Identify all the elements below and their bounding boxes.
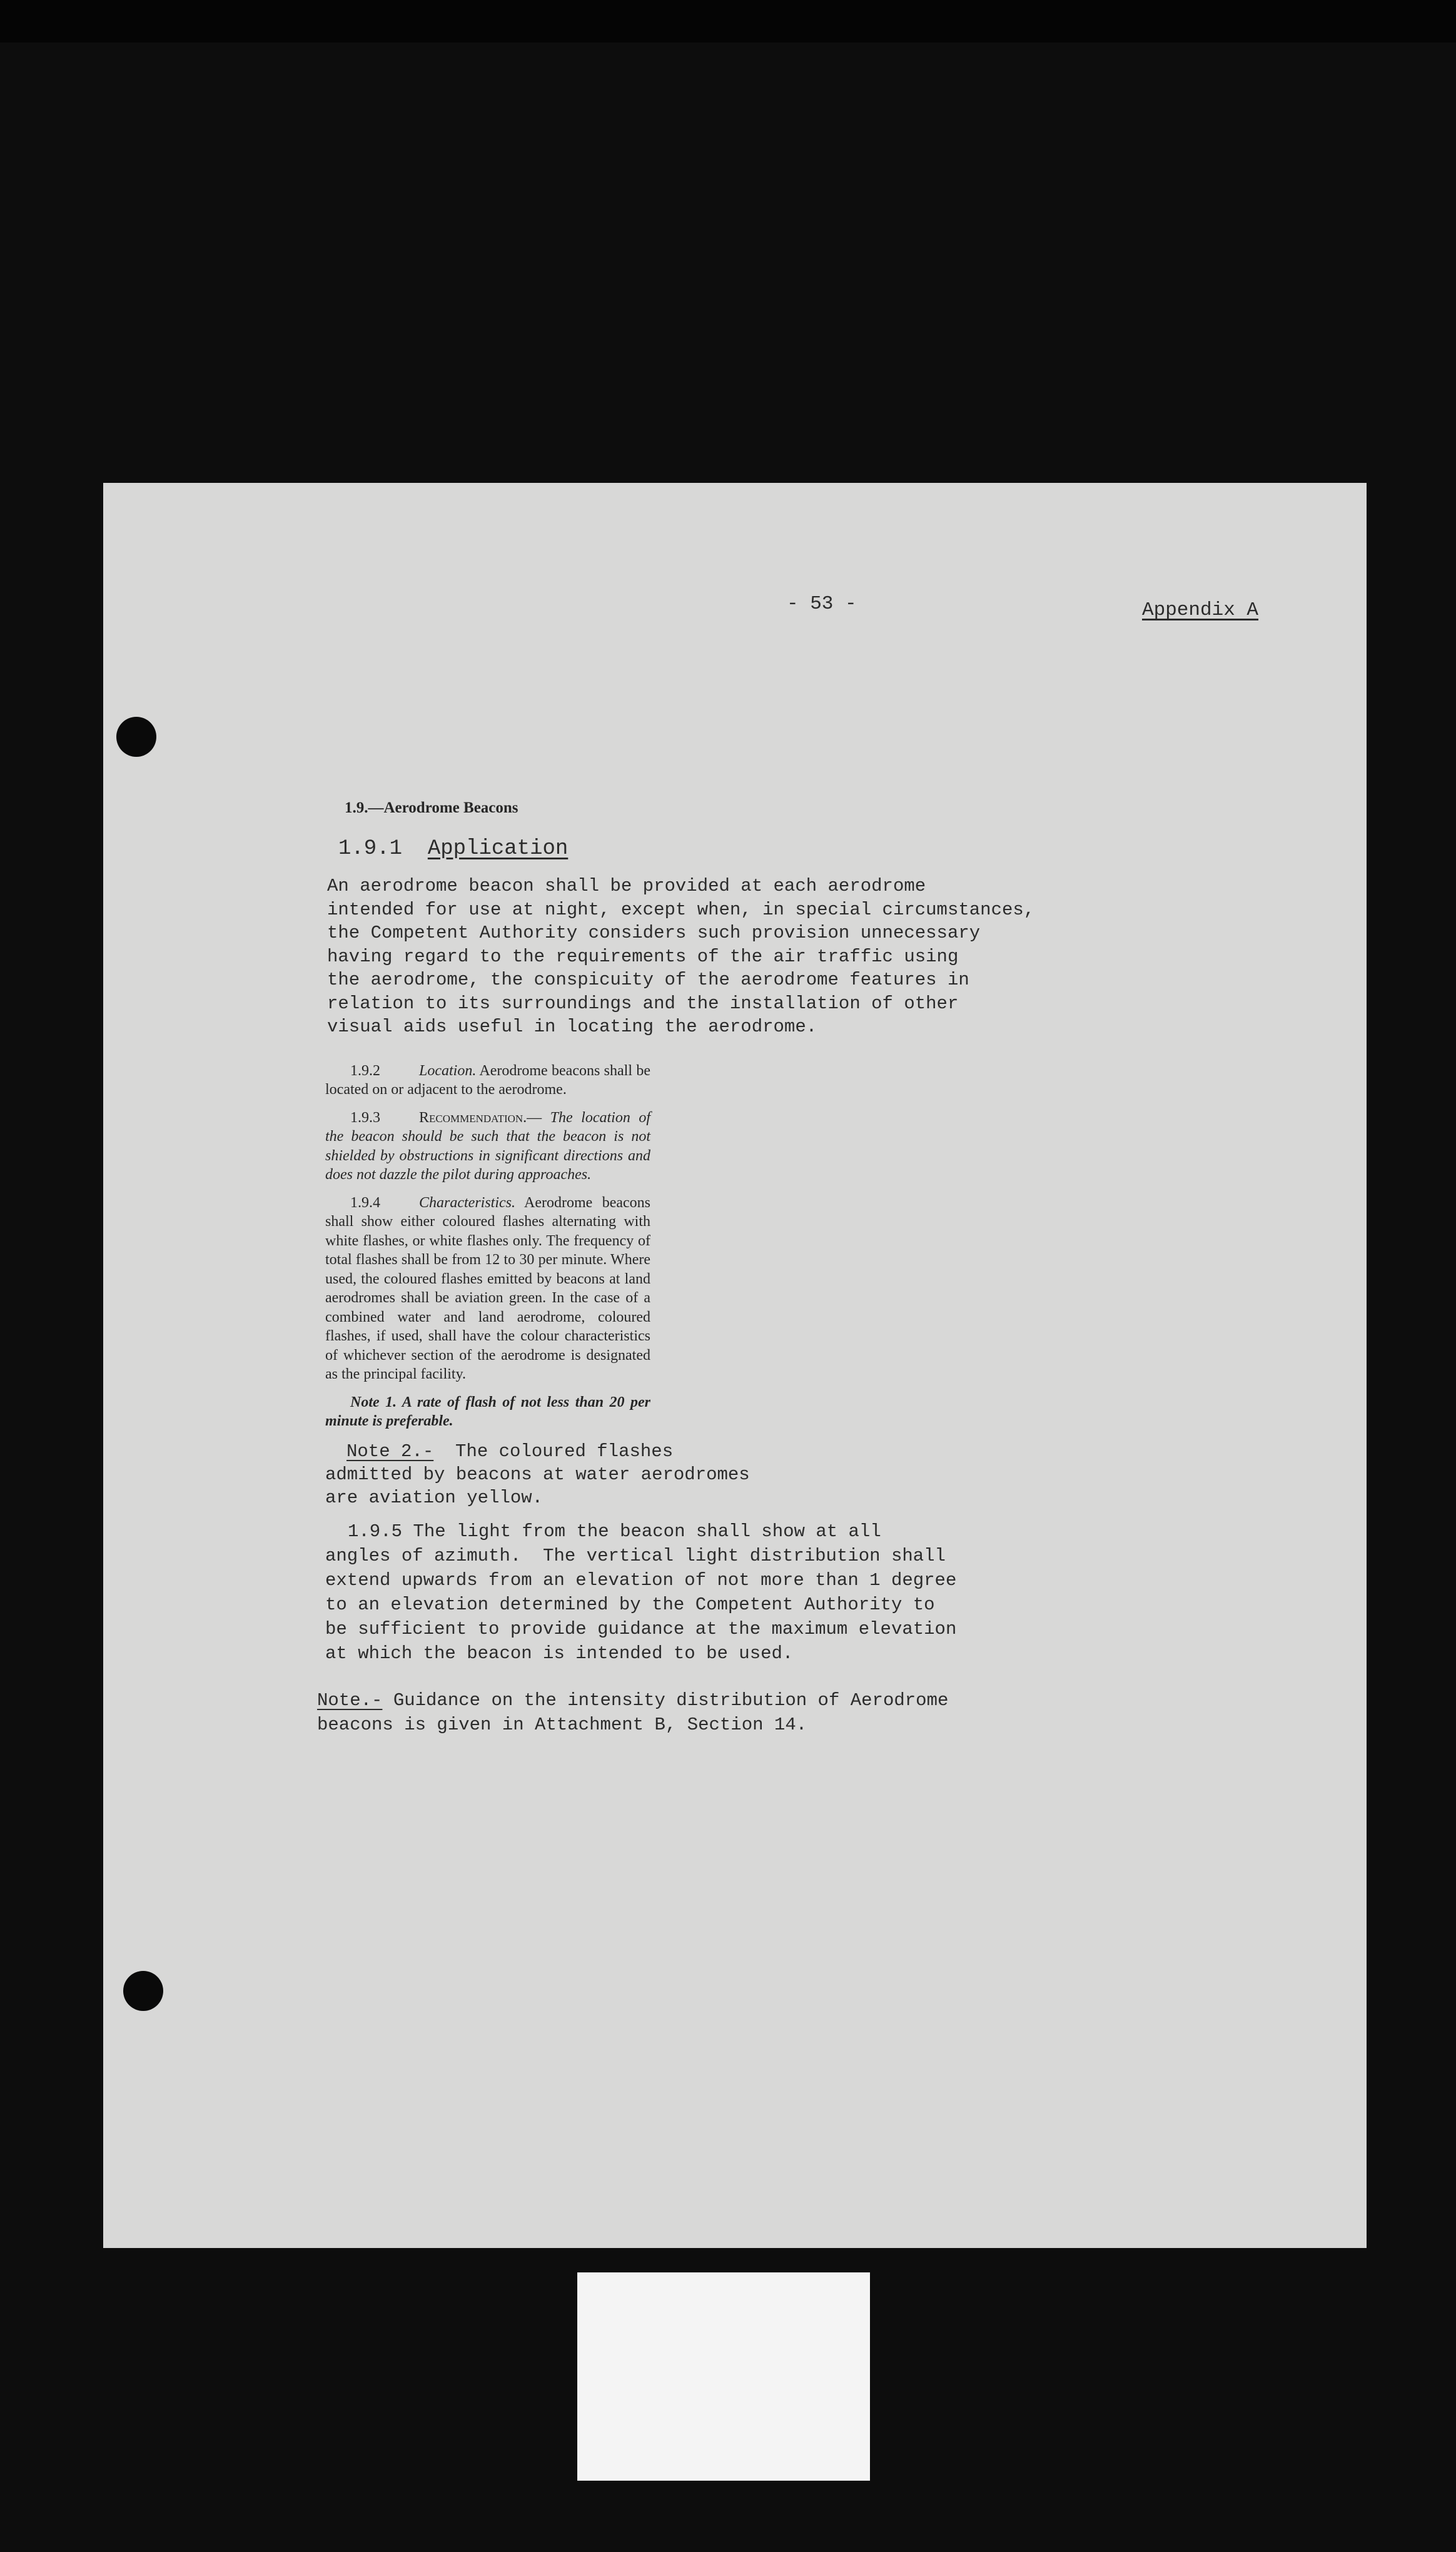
clause-label: Recommendation.— (419, 1109, 542, 1126)
clause-text: Aerodrome beacons shall show either coloured flashes alternating with white flashes, or white flashes only. The frequency of total flashes shall be from 12 to 30 per minute. Where used, the coloured flashes emitted by beacons at land aerodromes shall be aviation green. In the case of a combined water and land aerodrome, coloured flashes, if used, shall have the colour characteristics of whichever section of the aerodrome is designated as the principal facility. (325, 1194, 650, 1382)
text-line: to an elevation determined by the Competent Authority to (325, 1594, 935, 1615)
clause-1-9-2 (325, 1061, 650, 1100)
appendix-label: Appendix A (1142, 599, 1259, 621)
note-text: A rate of flash of not less than 20 per minute is preferable. (325, 1394, 650, 1429)
text-line: the aerodrome, the conspicuity of the aerodrome features in (327, 970, 969, 990)
punch-hole (123, 1971, 163, 2011)
text-line: angles of azimuth. The vertical light distribution shall (325, 1545, 946, 1566)
page-body (317, 798, 1255, 1737)
clause-1-9-3 (325, 1108, 650, 1185)
note-1 (325, 1393, 650, 1431)
clause-text: The location of the beacon should be such that the beacon is not shielded by obstructions in significant directions and does not dazzle the pilot during approaches. (325, 1109, 650, 1183)
text-line: relation to its surroundings and the installation of other (327, 993, 959, 1014)
note-2 (325, 1440, 1255, 1509)
clause-label: Location. (419, 1062, 477, 1079)
subsection-title: Application (427, 837, 569, 861)
note-label: Note.- (317, 1689, 383, 1711)
section-heading: 1.9.—Aerodrome Beacons (345, 799, 518, 816)
text-line: The coloured flashes (433, 1441, 674, 1462)
text-line: be sufficient to provide guidance at the maximum elevation (325, 1618, 957, 1639)
text-line: extend upwards from an elevation of not more than 1 degree (325, 1569, 957, 1591)
text-line: intended for use at night, except when, in special circumstances, (327, 899, 1035, 920)
application-paragraph (327, 874, 1255, 1039)
clause-number: 1.9.4 (350, 1194, 380, 1211)
clause-label: Characteristics. (419, 1194, 515, 1211)
printed-column (325, 1061, 650, 1431)
scan-top-band (0, 0, 1456, 43)
subsection-number: 1.9.1 (338, 837, 403, 861)
punch-hole (116, 717, 156, 757)
blank-card (577, 2272, 870, 2481)
clause-text: Aerodrome beacons shall be located on or adjacent to the aerodrome. (325, 1062, 650, 1098)
note-label: Note 2.- (346, 1441, 434, 1462)
text-line: visual aids useful in locating the aerodrome. (327, 1016, 817, 1037)
subsection-heading (338, 836, 1255, 862)
clause-number: 1.9.2 (350, 1062, 380, 1079)
clause-number: 1.9.3 (350, 1109, 380, 1126)
text-line: are aviation yellow. (325, 1487, 543, 1508)
clause-1-9-5 (325, 1519, 1255, 1666)
text-line: An aerodrome beacon shall be provided at each aerodrome (327, 876, 926, 896)
text-line: 1.9.5 The light from the beacon shall show at all (348, 1521, 881, 1542)
text-line: Guidance on the intensity distribution of Aerodrome (382, 1689, 949, 1711)
page-number: - 53 - (787, 593, 857, 615)
text-line: beacons is given in Attachment B, Section 14. (317, 1714, 807, 1735)
text-line: at which the beacon is intended to be used. (325, 1643, 794, 1664)
note-label: Note 1. (350, 1394, 397, 1410)
text-line: having regard to the requirements of the air traffic using (327, 946, 959, 967)
final-note (317, 1688, 1255, 1737)
text-line: the Competent Authority considers such provision unnecessary (327, 923, 981, 943)
clause-1-9-4 (325, 1193, 650, 1384)
text-line: admitted by beacons at water aerodromes (325, 1464, 750, 1485)
